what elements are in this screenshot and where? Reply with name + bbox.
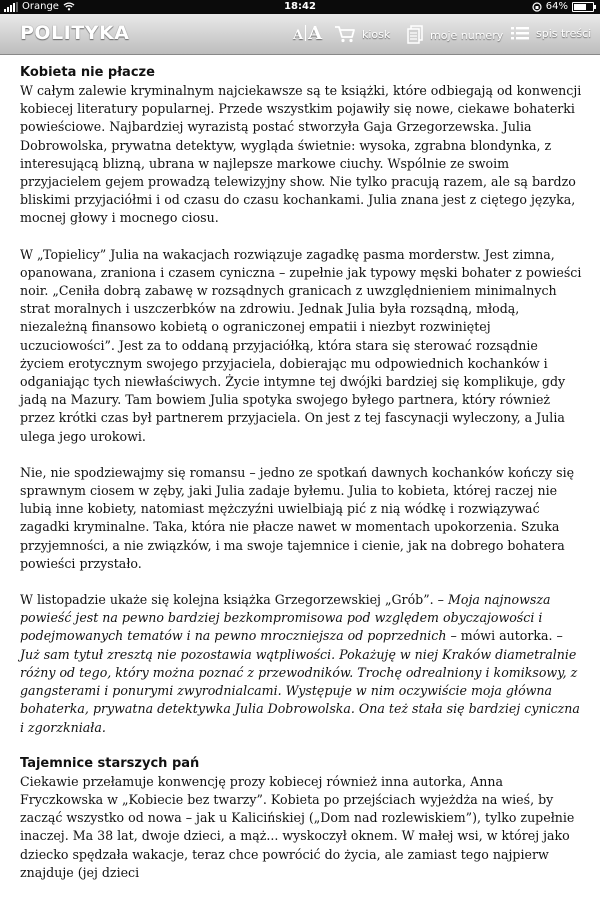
list-icon <box>510 25 530 41</box>
kiosk-label: kiosk <box>362 27 391 41</box>
font-small-glyph: A <box>293 28 304 43</box>
orientation-lock-icon <box>532 2 542 12</box>
cart-icon <box>334 25 356 43</box>
battery-info <box>532 1 594 12</box>
battery-level-fill <box>574 4 586 10</box>
text-run: – mówi autorka. – <box>446 628 563 644</box>
kiosk-button[interactable] <box>334 25 390 43</box>
article-body <box>20 64 585 900</box>
quote-text: Już sam tytuł zresztą nie pozostawia wątpliwości. Pokażuję w niej Kraków diametralnie różny od tego, który można poznać z przewodników. Trochę odrealniony i komiksowy, z gangsterami i ponurymi zwyrodnialcami. Występuje w nim oczywiście moja główna bohaterka, prywatna detektywka Julia Dobrowolska. Ona też stała się bardziej cyniczna i zgorzkniała. <box>20 646 580 735</box>
section-heading: Tajemnice starszych pań <box>20 755 200 771</box>
text-run: W listopadzie ukaże się kolejna książka Grzegorzewskiej „Grób”. – <box>20 592 448 608</box>
article-paragraph: Ciekawie przełamuje konwencję prozy kobiecej również inna autorka, Anna Fryczkowska w „Kobiecie bez twarzy”. Kobieta po przejściach wyjeżdża na wieś, by zacząć wszystko od nowa – jak u Kalicińskiej („Dom nad rozlewiskiem”), tylko zupełnie inaczej. Ma 38 lat, dwoje dzieci, a mąż... wyskoczył oknem. W małej wsi, w której jako dziecko spędzała wakacje, teraz chce powrócić do życia, ale zamiast tego najpierw znajduje (jej dzieci <box>20 773 575 880</box>
table-of-contents-button[interactable] <box>510 25 591 41</box>
article-paragraph: W całym zalewie kryminalnym najciekawsze są te książki, które odbiegają od konwencji kobiecej literatury popularnej. Przede wszystkim pojawiły się nowe, ciekawe bohaterki powieściowe. Najbardziej wyrazistą postać stworzyła Gaja Grzegorzewska. Julia Dobrowolska, prywatna detektyw, wygląda świetnie: wysoka, zgrabna blondynka, z interesującą blizną, ubrana w najlepsze markowe ciuchy. Wspólnie ze swoim przyjacielem gejem prowadzą telewizyjny show. Nie tylko pracują razem, ale są bardzo bliskimi przyjaciółmi i od czasu do czasu kochankami. Julia znana jest z ciętego języka, mocnej głowy i mocnego ciosu. <box>20 83 582 226</box>
article-paragraph: Nie, nie spodziewajmy się romansu – jedno ze spotkań dawnych kochanków kończy się sprawnym ciosem w zęby, jaki Julia zadaje byłemu. Julia to kobieta, której raczej nie lubią inne kobiety, natomiast mężczyźni uwielbiają pić z nią wódkę i rozwiązywać zagadki kryminalne. Taka, która nie płacze nawet w momentach upokorzenia. Szuka przyjemności, a nie związków, i ma swoje tajemnice i cienie, jak na dobrego bohatera powieści przystało. <box>20 464 575 571</box>
carrier-name: Orange <box>22 1 59 12</box>
font-large-glyph: A <box>308 23 323 44</box>
magazines-icon <box>406 25 424 45</box>
toc-label: spis treści <box>536 26 592 40</box>
section-heading: Kobieta nie płacze <box>20 65 155 80</box>
battery-percent: 64% <box>545 1 568 12</box>
clock: 18:42 <box>284 1 316 12</box>
article-paragraph <box>20 591 585 737</box>
font-size-button[interactable] <box>293 23 322 44</box>
app-toolbar <box>0 14 600 55</box>
quote-text: Moja najnowsza powieść jest na pewno bardziej bezkompromisowa pod względem obyczajowości i podejmowanych tematów i na pewno mroczniejsza od poprzednich <box>20 592 551 644</box>
my-issues-button[interactable] <box>406 25 503 45</box>
my-issues-label: moje numery <box>430 28 504 42</box>
status-bar <box>0 0 600 14</box>
battery-icon <box>572 2 594 12</box>
article-paragraph: W „Topielicy” Julia na wakacjach rozwiązuje zagadkę pasma morderstw. Jest zimna, opanowana, zraniona i czasem cyniczna – zupełnie jak typowy męski bohater z powieści noir. „Ceniła dobrą zabawę w rozsądnych granicach z uwzględnieniem minimalnych strat moralnych i uszczerbków na zdrowiu. Jednak Julia była rozsądną, młodą, niezależną finansowo kobietą o ograniczonej empatii i niezbyt rozwiniętej uczuciowości”. Jest za to oddaną przyjaciółką, która stara się sterować rozsądnie życiem erotycznym swojego przyjaciela, dobierając mu odpowiednich kochanków i odganiając tych niewłaściwych. Życie intymne tej dwójki bardziej się komplikuje, gdy jadą na Mazury. Tam bowiem Julia spotyka swojego byłego partnera, który również przez krótki czas był partnerem przyjaciela. On jest z tej fascynacji wyleczony, a Julia ulega jego urokowi. <box>20 246 582 444</box>
font-size-divider <box>305 25 306 41</box>
app-logo: POLITYKA <box>20 22 130 44</box>
